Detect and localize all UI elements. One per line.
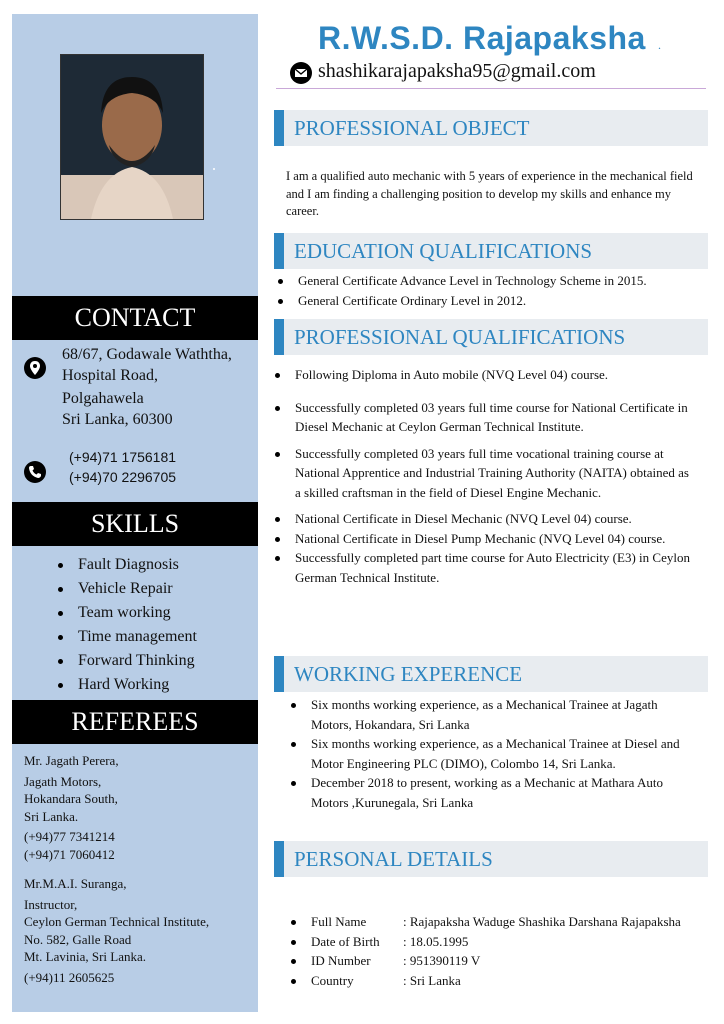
section-title: PROFESSIONAL OBJECT xyxy=(294,116,530,140)
section-objective xyxy=(274,110,708,146)
qualification-item: National Certificate in Diesel Pump Mechanic (NVQ Level 04) course. xyxy=(295,529,697,549)
referee-line: Hokandara South, xyxy=(24,791,118,806)
profile-photo xyxy=(60,54,204,220)
section-title: EDUCATION QUALIFICATIONS xyxy=(294,239,593,263)
section-accent-bar xyxy=(274,656,284,692)
detail-value: : Sri Lanka xyxy=(403,972,461,988)
email-address[interactable]: shashikarajapaksha95@gmail.com xyxy=(318,60,596,82)
qualification-item: Successfully completed 03 years full time course for National Certificate in Diesel Mechanic at Ceylon German Technical Institute. xyxy=(295,398,697,437)
section-title: PROFESSIONAL QUALIFICATIONS xyxy=(294,325,626,349)
skills-list xyxy=(58,553,197,697)
contact-heading: CONTACT xyxy=(12,296,258,340)
section-accent-bar xyxy=(274,319,284,355)
skill-item: Team working xyxy=(58,601,197,625)
personal-details-list xyxy=(311,912,721,990)
referees-heading: REFEREES xyxy=(12,700,258,744)
personal-detail-row xyxy=(311,971,721,991)
section-experience xyxy=(274,656,708,692)
address-line: Polgahawela xyxy=(62,390,144,407)
education-item: General Certificate Advance Level in Technology Scheme in 2015. xyxy=(298,271,708,291)
skill-item: Vehicle Repair xyxy=(58,577,197,601)
email-icon xyxy=(290,62,312,84)
experience-list xyxy=(311,695,691,812)
detail-value: : Rajapaksha Waduge Shashika Darshana Rajapaksha xyxy=(403,914,681,929)
personal-detail-row xyxy=(311,912,721,932)
detail-value: : 951390119 V xyxy=(403,953,481,968)
objective-text: I am a qualified auto mechanic with 5 years of experience in the mechanical field and I am finding a challenging position to develop my skills and enhance my career. xyxy=(286,169,693,218)
professional-list xyxy=(295,365,697,587)
detail-label: Date of Birth xyxy=(311,933,380,949)
referee-1 xyxy=(24,752,119,863)
skill-item: Time management xyxy=(58,625,197,649)
personal-detail-row xyxy=(311,932,721,952)
experience-item: December 2018 to present, working as a Mechanic at Mathara Auto Motors ,Kurunegala, Sri Lanka xyxy=(311,773,691,812)
referee-line: Jagath Motors, xyxy=(24,773,102,789)
referee-line: Mt. Lavinia, Sri Lanka. xyxy=(24,949,147,964)
header-divider xyxy=(276,88,706,89)
referee-phone: (+94)11 2605625 xyxy=(24,969,115,985)
section-personal xyxy=(274,841,708,877)
detail-label: Country xyxy=(311,972,354,988)
referee-line: Mr.M.A.I. Suranga, xyxy=(24,876,127,891)
candidate-name: R.W.S.D. Rajapaksha xyxy=(318,20,646,56)
address-line: 68/67, Godawale Waththa, xyxy=(62,346,232,363)
phone-number: (+94)70 2296705 xyxy=(69,469,177,485)
section-title: WORKING EXPERENCE xyxy=(294,662,523,686)
referee-phone: (+94)71 7060412 xyxy=(24,846,115,862)
education-item: General Certificate Ordinary Level in 2012. xyxy=(298,291,708,311)
detail-label: ID Number xyxy=(311,953,371,968)
section-accent-bar xyxy=(274,841,284,877)
qualification-item: Following Diploma in Auto mobile (NVQ Level 04) course. xyxy=(295,365,697,385)
section-accent-bar xyxy=(274,233,284,269)
skill-item: Forward Thinking xyxy=(58,649,197,673)
detail-value: : 18.05.1995 xyxy=(403,933,469,949)
referee-line: No. 582, Galle Road xyxy=(24,931,132,947)
location-icon xyxy=(24,357,46,379)
section-professional xyxy=(274,319,708,355)
qualification-item: Successfully completed 03 years full time vocational training course at National Apprentice and Industrial Training Authority (NAITA) obtained as a skilled craftsman in the field of Diesel Engine Mechanic. xyxy=(295,444,697,503)
referee-line: Sri Lanka. xyxy=(24,808,79,824)
section-accent-bar xyxy=(274,110,284,146)
skills-heading: SKILLS xyxy=(12,502,258,546)
qualification-item: Successfully completed part time course for Auto Electricity (E3) in Ceylon German Technical Institute. xyxy=(295,548,697,587)
skill-item: Hard Working xyxy=(58,673,197,697)
address-line: Sri Lanka, 60300 xyxy=(62,410,173,428)
decorative-dot xyxy=(213,168,215,170)
name-dot: . xyxy=(658,38,661,52)
phone-icon xyxy=(24,461,46,483)
skill-item: Fault Diagnosis xyxy=(58,553,197,577)
referee-line: Instructor, xyxy=(24,896,78,912)
referee-line: Ceylon German Technical Institute, xyxy=(24,914,210,929)
education-list xyxy=(298,271,708,310)
referee-line: Mr. Jagath Perera, xyxy=(24,753,119,768)
phone-block xyxy=(69,447,176,487)
phone-number: (+94)71 1756181 xyxy=(69,449,177,465)
experience-item: Six months working experience, as a Mechanical Trainee at Jagath Motors, Hokandara, Sri Lanka xyxy=(311,695,691,734)
address-block xyxy=(62,345,232,430)
experience-item: Six months working experience, as a Mechanical Trainee at Diesel and Motor Engineering PLC (DIMO), Colombo 14, Sri Lanka. xyxy=(311,734,691,773)
qualification-item: National Certificate in Diesel Mechanic (NVQ Level 04) course. xyxy=(295,509,697,529)
personal-detail-row xyxy=(311,951,721,971)
detail-label: Full Name xyxy=(311,914,367,929)
section-title: PERSONAL DETAILS xyxy=(294,847,493,871)
section-education xyxy=(274,233,708,269)
referee-phone: (+94)77 7341214 xyxy=(24,829,115,844)
referee-2 xyxy=(24,875,209,986)
address-line: Hospital Road, xyxy=(62,366,158,384)
